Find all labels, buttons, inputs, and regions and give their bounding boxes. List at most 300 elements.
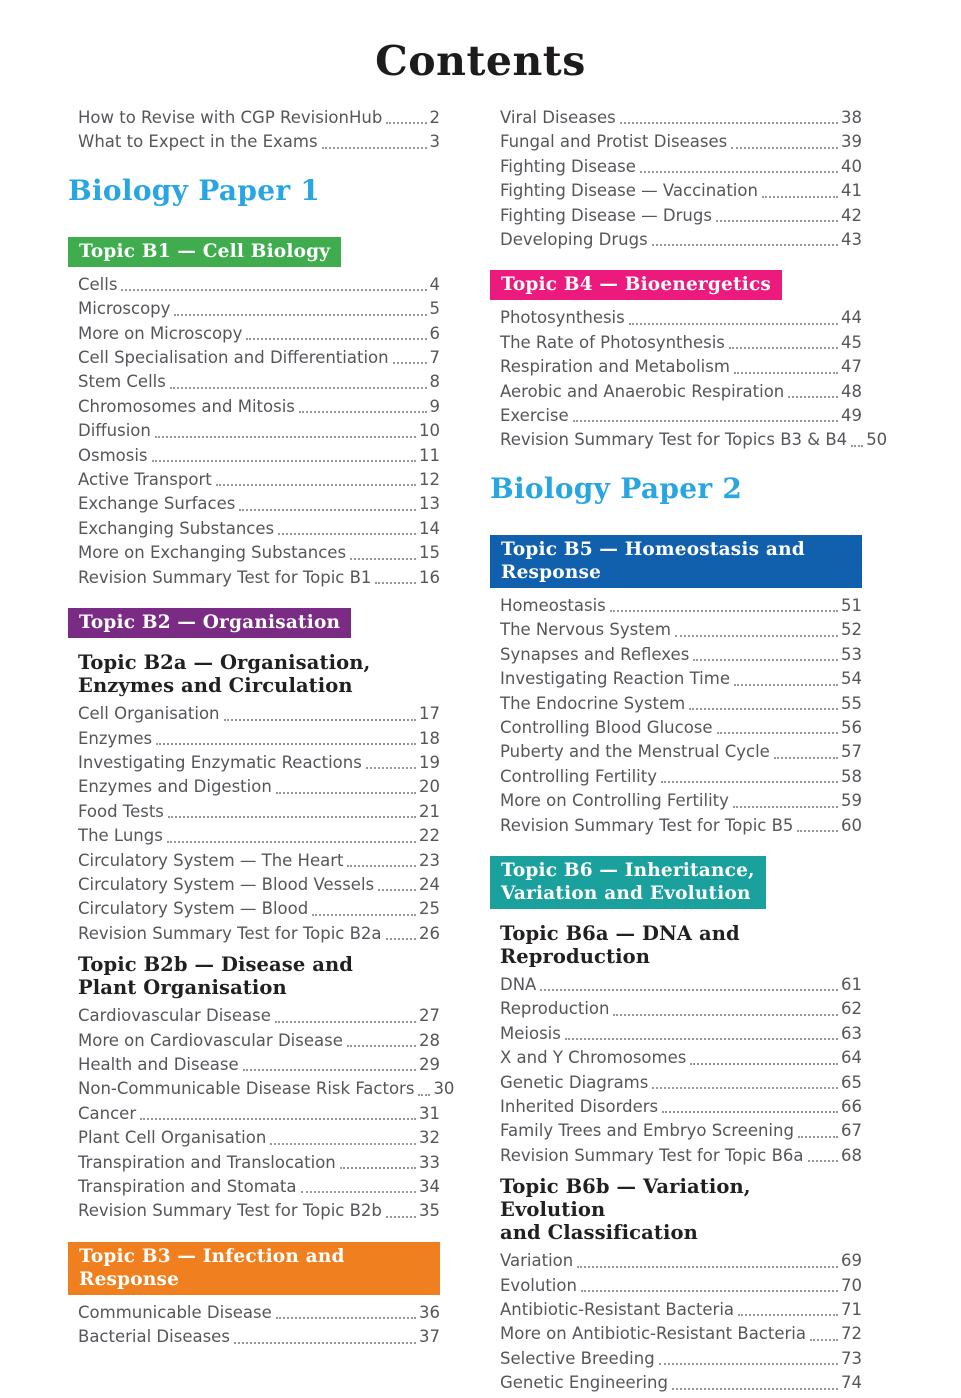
toc-entry-page: 12 bbox=[419, 470, 440, 490]
dotted-leader bbox=[659, 1363, 838, 1365]
dotted-leader bbox=[798, 1136, 838, 1138]
toc-entry-label: Circulatory System — Blood Vessels bbox=[78, 874, 375, 894]
toc-entry-label: Respiration and Metabolism bbox=[500, 357, 730, 377]
dotted-leader bbox=[762, 196, 838, 198]
toc-entry-page: 72 bbox=[841, 1324, 862, 1344]
toc-entry-page: 67 bbox=[841, 1121, 862, 1141]
dotted-leader bbox=[155, 436, 416, 438]
toc-entry bbox=[78, 1175, 440, 1199]
toc-entry bbox=[500, 1347, 862, 1371]
toc-entry-label: More on Cardiovascular Disease bbox=[78, 1030, 343, 1050]
dotted-leader bbox=[386, 938, 416, 940]
dotted-leader bbox=[386, 122, 426, 124]
toc-entry-label: Revision Summary Test for Topic B1 bbox=[78, 567, 372, 587]
toc-entry-label: What to Expect in the Exams bbox=[78, 132, 318, 152]
toc-entry bbox=[500, 618, 862, 642]
toc-entry-label: Exercise bbox=[500, 406, 569, 426]
dotted-leader bbox=[690, 1063, 838, 1065]
toc-entry-label: Genetic Diagrams bbox=[500, 1072, 649, 1092]
toc-entry bbox=[78, 727, 440, 751]
dotted-leader bbox=[808, 1160, 838, 1162]
toc-entry bbox=[500, 331, 862, 355]
toc-entry-label: X and Y Chromosomes bbox=[500, 1048, 687, 1068]
toc-entry bbox=[500, 306, 862, 330]
toc-entry-label: Family Trees and Embryo Screening bbox=[500, 1121, 794, 1141]
toc-entry-page: 24 bbox=[419, 874, 440, 894]
dotted-leader bbox=[366, 767, 416, 769]
paper-heading-biology-paper-1: Biology Paper 1 bbox=[68, 173, 321, 207]
toc-entry-page: 25 bbox=[419, 899, 440, 919]
dotted-leader bbox=[797, 830, 838, 832]
toc-entry bbox=[78, 824, 440, 848]
toc-entry-page: 73 bbox=[841, 1348, 862, 1368]
toc-entry-label: The Rate of Photosynthesis bbox=[500, 332, 725, 352]
toc-entry bbox=[78, 370, 440, 394]
toc-entry-page: 30 bbox=[433, 1079, 455, 1099]
toc-entry-page: 36 bbox=[419, 1302, 440, 1322]
toc-entry-label: Antibiotic-Resistant Bacteria bbox=[500, 1300, 735, 1319]
toc-entry bbox=[78, 1301, 440, 1325]
dotted-leader bbox=[717, 732, 838, 734]
toc-entry-label: More on Antibiotic-Resistant Bacteria bbox=[500, 1324, 806, 1344]
toc-entry bbox=[78, 492, 440, 516]
toc-entry-label: Reproduction bbox=[500, 999, 610, 1019]
toc-entry bbox=[78, 395, 440, 419]
toc-entry-label: Meiosis bbox=[500, 1023, 561, 1043]
toc-entry bbox=[78, 1053, 440, 1077]
toc-entry-label: Active Transport bbox=[78, 470, 212, 490]
toc-entry-page: 18 bbox=[419, 728, 440, 748]
toc-list-b3-right bbox=[500, 106, 862, 252]
toc-entry-label: Diffusion bbox=[78, 421, 151, 441]
toc-column-2 bbox=[490, 106, 888, 1398]
toc-entry-label: Revision Summary Test for Topic B5 bbox=[500, 815, 794, 835]
toc-entry-label: Revision Summary Test for Topics B3 & B4 bbox=[500, 430, 848, 450]
dotted-leader bbox=[276, 792, 416, 794]
toc-entry-page: 74 bbox=[841, 1373, 862, 1393]
dotted-leader bbox=[573, 420, 838, 422]
page-title: Contents bbox=[375, 37, 586, 85]
toc-list-b5 bbox=[500, 594, 862, 838]
toc-entry-label: Investigating Enzymatic Reactions bbox=[78, 752, 362, 772]
toc-entry-label: The Lungs bbox=[78, 826, 163, 846]
toc-entry-label: Photosynthesis bbox=[500, 308, 625, 328]
toc-entry-page: 4 bbox=[429, 274, 440, 294]
toc-entry-page: 49 bbox=[841, 406, 862, 426]
toc-entry-label: Non-Communicable Disease Risk Factors bbox=[78, 1079, 415, 1099]
dotted-leader bbox=[167, 841, 416, 843]
toc-entry-page: 40 bbox=[841, 156, 862, 176]
dotted-leader bbox=[788, 396, 838, 398]
toc-entry bbox=[500, 1022, 862, 1046]
toc-list-b3-left bbox=[78, 1301, 440, 1350]
toc-entry bbox=[500, 1046, 862, 1070]
subtopic-heading-b2b: Topic B2b — Disease and Plant Organisation bbox=[78, 953, 354, 1000]
toc-entry bbox=[500, 692, 862, 716]
dotted-leader bbox=[577, 1266, 838, 1268]
dotted-leader bbox=[270, 1143, 416, 1145]
toc-entry-label: Revision Summary Test for Topic B6a bbox=[500, 1145, 804, 1165]
toc-entry-label: Aerobic and Anaerobic Respiration bbox=[500, 381, 785, 401]
toc-entry-label: Controlling Blood Glucose bbox=[500, 717, 713, 737]
toc-entry-page: 11 bbox=[419, 445, 440, 465]
dotted-leader bbox=[851, 445, 863, 447]
topic-banner-b4: Topic B4 — Bioenergetics bbox=[490, 270, 782, 300]
toc-entry-page: 45 bbox=[841, 332, 862, 352]
toc-entry bbox=[500, 155, 862, 179]
dotted-leader bbox=[774, 757, 838, 759]
toc-entry-label: Controlling Fertility bbox=[500, 766, 657, 786]
toc-entry-label: How to Revise with CGP RevisionHub bbox=[78, 108, 383, 127]
toc-entry-page: 26 bbox=[419, 923, 440, 943]
toc-entry-label: Cell Organisation bbox=[78, 704, 220, 724]
toc-entry-page: 62 bbox=[841, 999, 862, 1019]
topic-banner-b1: Topic B1 — Cell Biology bbox=[68, 237, 341, 267]
toc-entry-page: 41 bbox=[841, 181, 862, 201]
toc-entry-page: 6 bbox=[429, 323, 440, 343]
dotted-leader bbox=[168, 816, 416, 818]
toc-entry bbox=[78, 419, 440, 443]
toc-entry-page: 42 bbox=[841, 205, 862, 225]
toc-entry-label: DNA bbox=[500, 974, 537, 994]
toc-list-b1 bbox=[78, 273, 440, 590]
dotted-leader bbox=[170, 387, 427, 389]
toc-list-b2a bbox=[78, 702, 440, 946]
toc-entry-page: 15 bbox=[419, 543, 440, 563]
toc-entry-page: 5 bbox=[429, 299, 440, 319]
toc-entry-label: More on Controlling Fertility bbox=[500, 791, 729, 811]
toc-entry-page: 34 bbox=[419, 1177, 440, 1196]
toc-entry bbox=[78, 922, 440, 946]
toc-entry-label: Chromosomes and Mitosis bbox=[78, 396, 295, 416]
toc-entry-page: 2 bbox=[429, 108, 440, 127]
dotted-leader bbox=[640, 171, 838, 173]
toc-entry-label: Fighting Disease — Drugs bbox=[500, 205, 712, 225]
dotted-leader bbox=[738, 1314, 838, 1316]
dotted-leader bbox=[224, 719, 416, 721]
toc-entry-label: More on Exchanging Substances bbox=[78, 543, 347, 563]
toc-entry-label: The Nervous System bbox=[500, 620, 671, 640]
dotted-leader bbox=[322, 147, 427, 149]
toc-entry-label: Enzymes bbox=[78, 728, 153, 748]
toc-entry-label: Investigating Reaction Time bbox=[500, 669, 730, 689]
dotted-leader bbox=[565, 1038, 838, 1040]
toc-entry-page: 23 bbox=[419, 850, 440, 870]
dotted-leader bbox=[675, 635, 838, 637]
toc-entry bbox=[78, 751, 440, 775]
toc-entry-page: 59 bbox=[841, 791, 862, 811]
toc-entry-label: Variation bbox=[500, 1251, 574, 1271]
toc-entry bbox=[78, 346, 440, 370]
toc-entry-page: 64 bbox=[841, 1048, 862, 1068]
toc-entry bbox=[78, 1102, 440, 1126]
toc-entry bbox=[78, 322, 440, 346]
subtopic-heading-b6a: Topic B6a — DNA and Reproduction bbox=[500, 921, 740, 968]
toc-entry-page: 47 bbox=[841, 357, 862, 377]
toc-entry-label: Viral Diseases bbox=[500, 108, 616, 127]
toc-entry-page: 53 bbox=[841, 644, 862, 664]
toc-entry bbox=[500, 594, 862, 618]
toc-entry-label: Homeostasis bbox=[500, 595, 606, 615]
toc-entry bbox=[78, 1126, 440, 1150]
toc-entry-page: 17 bbox=[419, 704, 440, 724]
toc-entry-page: 20 bbox=[419, 777, 440, 797]
toc-list-b6a bbox=[500, 973, 862, 1168]
toc-entry-page: 57 bbox=[841, 742, 862, 762]
toc-entry-page: 68 bbox=[841, 1145, 862, 1165]
toc-entry-label: Health and Disease bbox=[78, 1054, 239, 1074]
toc-entry-label: Revision Summary Test for Topic B2b bbox=[78, 1201, 382, 1221]
toc-entry-page: 61 bbox=[841, 974, 862, 994]
toc-entry-page: 27 bbox=[419, 1006, 440, 1026]
toc-list-b4 bbox=[500, 306, 888, 452]
toc-entry-label: Fungal and Protist Diseases bbox=[500, 132, 728, 152]
dotted-leader bbox=[246, 338, 426, 340]
toc-entry bbox=[500, 1298, 862, 1322]
toc-entry bbox=[78, 517, 440, 541]
toc-entry bbox=[78, 468, 440, 492]
toc-entry bbox=[500, 789, 862, 813]
toc-entry-page: 38 bbox=[841, 108, 862, 127]
dotted-leader bbox=[734, 684, 838, 686]
toc-entry-page: 35 bbox=[419, 1201, 440, 1221]
toc-entry bbox=[500, 130, 862, 154]
dotted-leader bbox=[299, 411, 427, 413]
toc-entry bbox=[500, 1274, 862, 1298]
toc-entry-page: 13 bbox=[419, 494, 440, 514]
toc-entry bbox=[78, 873, 440, 897]
toc-entry-label: Microscopy bbox=[78, 299, 171, 319]
toc-entry-label: Fighting Disease bbox=[500, 156, 636, 176]
dotted-leader bbox=[301, 1191, 417, 1193]
toc-entry-page: 29 bbox=[419, 1054, 440, 1074]
toc-entry-page: 44 bbox=[841, 308, 862, 328]
dotted-leader bbox=[375, 582, 416, 584]
toc-entry bbox=[78, 541, 440, 565]
toc-entry-label: Cells bbox=[78, 274, 118, 294]
toc-entry-label: Circulatory System — Blood bbox=[78, 899, 309, 919]
toc-entry-page: 14 bbox=[419, 518, 440, 538]
toc-entry bbox=[500, 1071, 862, 1095]
toc-entry bbox=[78, 897, 440, 921]
dotted-leader bbox=[652, 1087, 838, 1089]
toc-entry-page: 31 bbox=[419, 1103, 440, 1123]
toc-entry bbox=[78, 702, 440, 726]
toc-entry-label: Evolution bbox=[500, 1275, 577, 1295]
dotted-leader bbox=[540, 989, 838, 991]
toc-entry bbox=[78, 800, 440, 824]
dotted-leader bbox=[672, 1388, 838, 1390]
toc-entry bbox=[78, 1325, 440, 1349]
dotted-leader bbox=[174, 314, 426, 316]
toc-entry-page: 66 bbox=[841, 1096, 862, 1116]
toc-entry bbox=[500, 1119, 862, 1143]
toc-entry bbox=[78, 849, 440, 873]
dotted-leader bbox=[234, 1342, 416, 1344]
toc-entry-page: 69 bbox=[841, 1251, 862, 1271]
toc-entry-label: Osmosis bbox=[78, 445, 148, 465]
dotted-leader bbox=[734, 372, 838, 374]
dotted-leader bbox=[689, 708, 838, 710]
toc-column-1 bbox=[68, 106, 455, 1398]
toc-entry bbox=[500, 1144, 862, 1168]
toc-entry-label: Exchanging Substances bbox=[78, 518, 275, 538]
toc-entry bbox=[500, 1249, 862, 1273]
dotted-leader bbox=[581, 1290, 838, 1292]
toc-entry bbox=[500, 740, 862, 764]
toc-entry bbox=[78, 1029, 440, 1053]
dotted-leader bbox=[378, 889, 416, 891]
toc-entry-page: 7 bbox=[429, 348, 440, 368]
dotted-leader bbox=[347, 1045, 416, 1047]
toc-entry-label: Selective Breeding bbox=[500, 1348, 655, 1368]
toc-entry bbox=[500, 204, 862, 228]
dotted-leader bbox=[629, 323, 838, 325]
toc-entry-label: Genetic Engineering bbox=[500, 1373, 668, 1393]
front-matter-list bbox=[78, 106, 440, 155]
toc-entry bbox=[78, 273, 440, 297]
toc-entry bbox=[78, 444, 440, 468]
dotted-leader bbox=[661, 781, 838, 783]
toc-entry-label: Communicable Disease bbox=[78, 1302, 272, 1322]
toc-entry bbox=[500, 643, 862, 667]
toc-entry bbox=[78, 1199, 440, 1223]
topic-banner-b6: Topic B6 — Inheritance, Variation and Evolution bbox=[490, 856, 766, 909]
toc-entry-label: Inherited Disorders bbox=[500, 1096, 659, 1116]
toc-entry-page: 52 bbox=[841, 620, 862, 640]
toc-entry-label: Cell Specialisation and Differentiation bbox=[78, 348, 389, 368]
toc-entry-label: Plant Cell Organisation bbox=[78, 1128, 267, 1148]
dotted-leader bbox=[418, 1094, 430, 1096]
dotted-leader bbox=[216, 484, 416, 486]
toc-entry-page: 37 bbox=[419, 1327, 440, 1347]
toc-entry-label: Transpiration and Translocation bbox=[78, 1152, 336, 1172]
toc-entry bbox=[78, 775, 440, 799]
toc-entry-label: Transpiration and Stomata bbox=[78, 1177, 297, 1196]
toc-entry bbox=[78, 566, 440, 590]
dotted-leader bbox=[275, 1021, 416, 1023]
topic-banner-b5: Topic B5 — Homeostasis and Response bbox=[490, 535, 862, 588]
dotted-leader bbox=[276, 1317, 416, 1319]
toc-entry-page: 9 bbox=[429, 396, 440, 416]
toc-entry-label: Fighting Disease — Vaccination bbox=[500, 181, 758, 201]
toc-entry-page: 21 bbox=[419, 801, 440, 821]
dotted-leader bbox=[662, 1111, 838, 1113]
toc-entry-label: Cancer bbox=[78, 1103, 137, 1123]
toc-entry bbox=[500, 716, 862, 740]
dotted-leader bbox=[312, 914, 416, 916]
toc-entry bbox=[500, 179, 862, 203]
toc-entry-page: 22 bbox=[419, 826, 440, 846]
toc-entry bbox=[500, 814, 862, 838]
toc-entry bbox=[500, 1322, 862, 1346]
toc-entry-page: 51 bbox=[841, 595, 862, 615]
toc-entry-page: 28 bbox=[419, 1030, 440, 1050]
toc-entry-page: 58 bbox=[841, 766, 862, 786]
toc-entry bbox=[78, 1151, 440, 1175]
dotted-leader bbox=[716, 220, 838, 222]
toc-entry-page: 60 bbox=[841, 815, 862, 835]
toc-entry-label: Stem Cells bbox=[78, 372, 166, 392]
toc-entry bbox=[78, 1004, 440, 1028]
dotted-leader bbox=[731, 147, 838, 149]
toc-entry-page: 16 bbox=[419, 567, 440, 587]
dotted-leader bbox=[140, 1118, 416, 1120]
dotted-leader bbox=[386, 1216, 416, 1218]
toc-entry-label: Circulatory System — The Heart bbox=[78, 850, 344, 870]
topic-banner-b3: Topic B3 — Infection and Response bbox=[68, 1242, 440, 1295]
toc-entry-page: 70 bbox=[841, 1275, 862, 1295]
toc-entry-page: 43 bbox=[841, 230, 862, 250]
toc-entry bbox=[500, 997, 862, 1021]
toc-entry bbox=[500, 106, 862, 130]
toc-entry bbox=[500, 355, 862, 379]
topic-banner-b2: Topic B2 — Organisation bbox=[68, 608, 351, 638]
dotted-leader bbox=[340, 1167, 416, 1169]
dotted-leader bbox=[810, 1339, 838, 1341]
dotted-leader bbox=[239, 509, 416, 511]
toc-entry-label: Developing Drugs bbox=[500, 230, 648, 250]
dotted-leader bbox=[152, 460, 416, 462]
dotted-leader bbox=[243, 1069, 416, 1071]
toc-entry bbox=[500, 228, 862, 252]
toc-entry-label: More on Microscopy bbox=[78, 323, 243, 343]
dotted-leader bbox=[156, 743, 416, 745]
toc-entry bbox=[78, 106, 440, 130]
toc-entry bbox=[500, 667, 862, 691]
dotted-leader bbox=[652, 244, 838, 246]
toc-entry-page: 71 bbox=[841, 1300, 862, 1319]
toc-entry-page: 48 bbox=[841, 381, 862, 401]
dotted-leader bbox=[121, 289, 426, 291]
dotted-leader bbox=[350, 558, 416, 560]
toc-entry bbox=[78, 297, 440, 321]
dotted-leader bbox=[613, 1014, 838, 1016]
toc-entry bbox=[500, 973, 862, 997]
toc-list-b6b bbox=[500, 1249, 862, 1395]
toc-entry-label: Food Tests bbox=[78, 801, 164, 821]
toc-entry-page: 8 bbox=[429, 372, 440, 392]
subtopic-heading-b2a: Topic B2a — Organisation, Enzymes and Circulation bbox=[78, 651, 371, 698]
toc-entry-page: 10 bbox=[419, 421, 440, 441]
toc-entry-page: 63 bbox=[841, 1023, 862, 1043]
toc-entry-page: 50 bbox=[866, 430, 888, 450]
toc-entry-page: 33 bbox=[419, 1152, 440, 1172]
toc-entry-label: The Endocrine System bbox=[500, 693, 686, 713]
toc-entry-label: Revision Summary Test for Topic B2a bbox=[78, 923, 382, 943]
toc-entry-page: 55 bbox=[841, 693, 862, 713]
dotted-leader bbox=[733, 806, 838, 808]
dotted-leader bbox=[693, 659, 838, 661]
contents-page bbox=[0, 38, 961, 1398]
toc-entry bbox=[78, 130, 440, 154]
toc-entry-label: Bacterial Diseases bbox=[78, 1327, 230, 1347]
toc-entry-page: 3 bbox=[429, 132, 440, 152]
dotted-leader bbox=[729, 347, 838, 349]
subtopic-heading-b6b: Topic B6b — Variation, Evolution and Classification bbox=[500, 1175, 751, 1245]
dotted-leader bbox=[393, 362, 427, 364]
toc-entry-page: 19 bbox=[419, 752, 440, 772]
paper-heading-biology-paper-2: Biology Paper 2 bbox=[490, 471, 743, 505]
toc-entry-label: Puberty and the Menstrual Cycle bbox=[500, 742, 770, 762]
toc-entry-label: Exchange Surfaces bbox=[78, 494, 236, 514]
toc-entry bbox=[500, 380, 862, 404]
toc-entry bbox=[500, 404, 862, 428]
toc-entry-page: 32 bbox=[419, 1128, 440, 1148]
dotted-leader bbox=[610, 610, 838, 612]
toc-entry-label: Cardiovascular Disease bbox=[78, 1006, 271, 1026]
toc-entry-page: 39 bbox=[841, 132, 862, 152]
